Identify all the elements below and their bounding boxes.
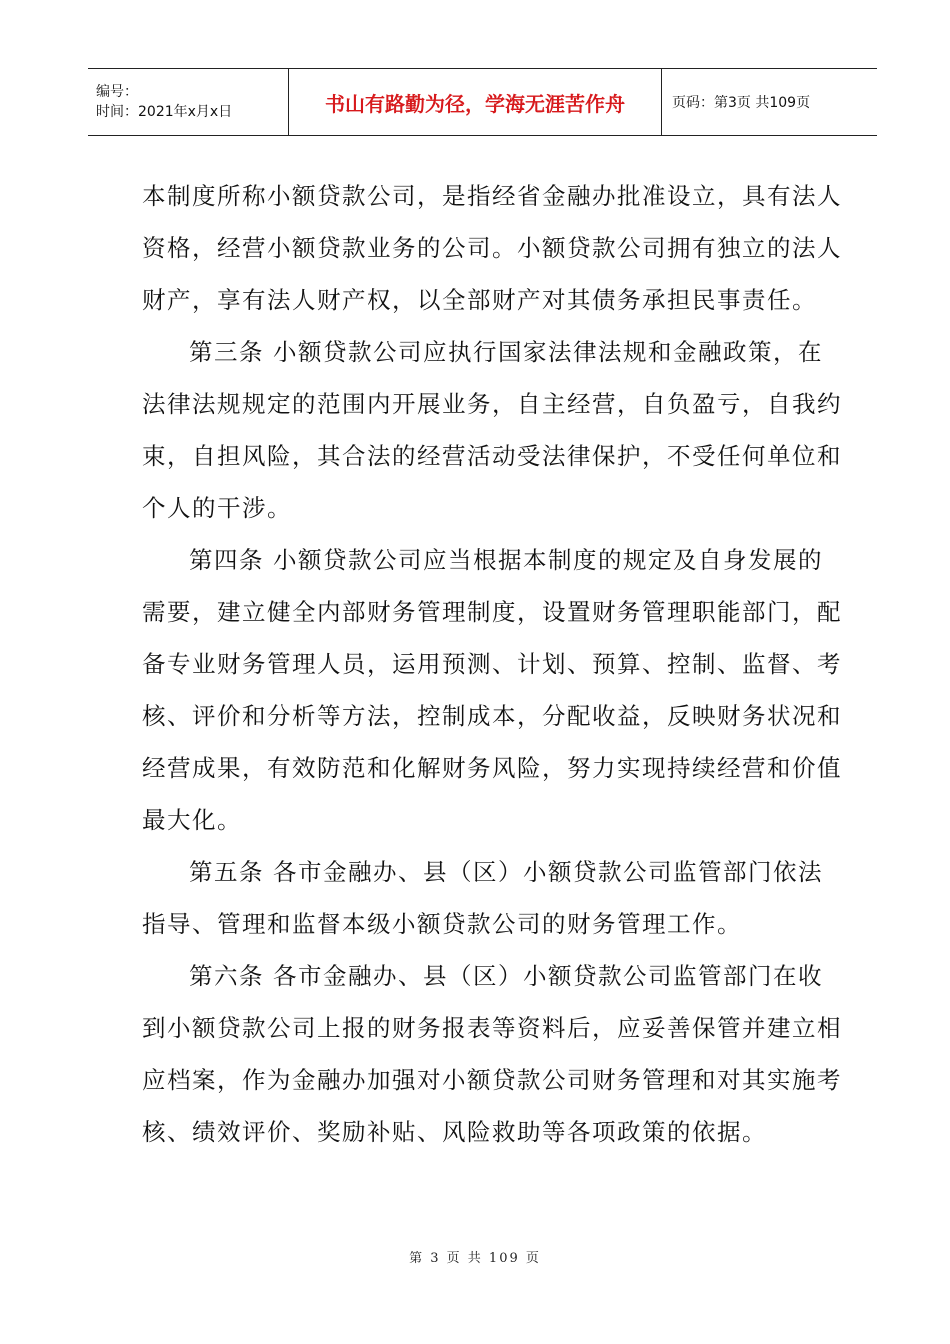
motto-text: 书山有路勤为径，学海无涯苦作舟 bbox=[325, 91, 625, 116]
document-number-label: 编号： bbox=[96, 84, 138, 100]
document-body bbox=[142, 170, 842, 1158]
page-footer bbox=[0, 1247, 950, 1266]
article-6: 第六条 各市金融办、县（区）小额贷款公司监管部门在收到小额贷款公司上报的财务报表等资料后，应妥善保管并建立相应档案，作为金融办加强对小额贷款公司财务管理和对其实施考核、绩效评价、奖励补贴、风险救助等各项政策的依据。 bbox=[142, 962, 842, 1146]
header-motto bbox=[288, 69, 662, 135]
article-5: 第五条 各市金融办、县（区）小额贷款公司监管部门依法指导、管理和监督本级小额贷款公司的财务管理工作。 bbox=[142, 858, 823, 938]
header-page-info bbox=[662, 69, 877, 135]
article-3: 第三条 小额贷款公司应执行国家法律法规和金融政策，在法律法规规定的范围内开展业务，自主经营，自负盈亏，自我约束，自担风险，其合法的经营活动受法律保护，不受任何单位和个人的干涉。 bbox=[142, 338, 842, 522]
footer-page-number: 第 3 页 共 109 页 bbox=[409, 1251, 541, 1266]
paragraph-continued: 本制度所称小额贷款公司，是指经省金融办批准设立，具有法人资格，经营小额贷款业务的公司。小额贷款公司拥有独立的法人财产，享有法人财产权，以全部财产对其债务承担民事责任。 bbox=[142, 182, 842, 314]
page-number-label: 页码：第3页 共109页 bbox=[672, 95, 811, 111]
article-4: 第四条 小额贷款公司应当根据本制度的规定及自身发展的需要，建立健全内部财务管理制度，设置财务管理职能部门，配备专业财务管理人员，运用预测、计划、预算、控制、监督、考核、评价和分析等方法，控制成本，分配收益，反映财务状况和经营成果，有效防范和化解财务风险，努力实现持续经营和价值最大化。 bbox=[142, 546, 842, 834]
page-header bbox=[88, 68, 877, 136]
document-time-label: 时间：2021年x月x日 bbox=[96, 104, 233, 120]
header-meta bbox=[88, 69, 288, 135]
